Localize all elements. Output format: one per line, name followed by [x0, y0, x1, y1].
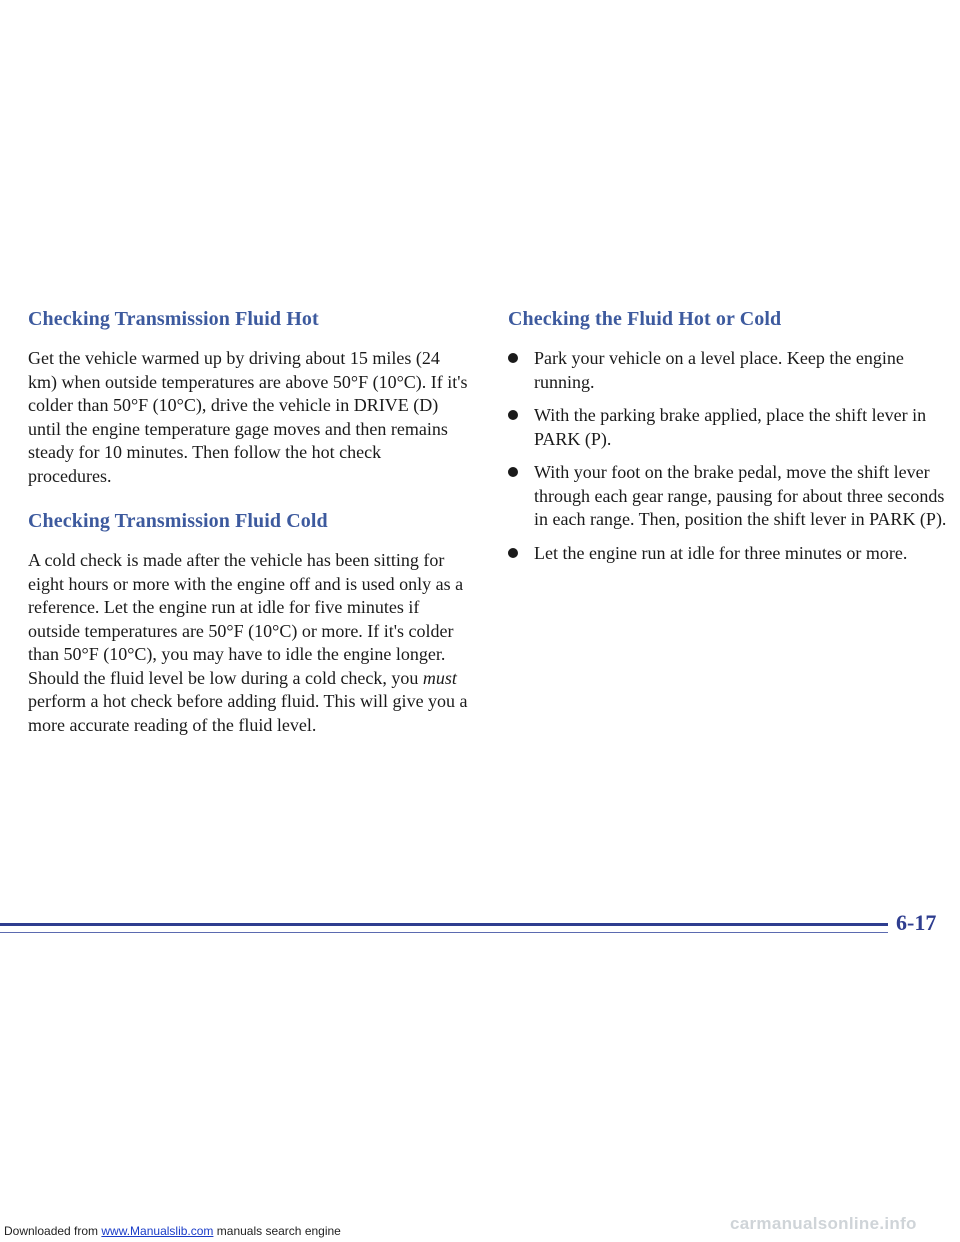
page-number: 6-17: [896, 910, 937, 935]
heading-hot-or-cold: Checking the Fluid Hot or Cold: [508, 308, 782, 330]
list-item: [508, 347, 948, 394]
watermark-text: carmanualsonline.info: [730, 1214, 917, 1233]
list-item-text: With the parking brake applied, place the shift lever in PARK (P).: [534, 405, 927, 449]
download-footer: [4, 1224, 341, 1238]
bullet-icon: [508, 410, 518, 420]
emphasis-must: must: [422, 667, 457, 688]
heading-fluid-cold: Checking Transmission Fluid Cold: [28, 510, 328, 532]
paragraph-fluid-cold: [28, 549, 468, 737]
list-item: [508, 542, 948, 566]
list-item-text: Let the engine run at idle for three minutes or more.: [534, 542, 908, 563]
list-item: [508, 461, 948, 532]
list-item-text: Park your vehicle on a level place. Keep the engine running.: [534, 348, 904, 392]
bullet-icon: [508, 467, 518, 477]
paragraph-fluid-hot: Get the vehicle warmed up by driving about 15 miles (24 km) when outside temperatures are above 50°F (10°C). If it's colder than 50°F (10°C), drive the vehicle in DRIVE (D) until the engine temperature gage moves and then remains steady for 10 minutes. Then follow the hot check procedures.: [28, 348, 468, 486]
paragraph-fluid-cold-part1: A cold check is made after the vehicle has been sitting for eight hours or more with the engine off and is used only as a reference. Let the engine run at idle for five minutes if outside temperatures are 50°F (10°C) or more. If it's colder than 50°F (10°C), you may have to idle the engine longer. Should the fluid level be low during a cold check, you: [28, 550, 464, 688]
bullet-icon: [508, 548, 518, 558]
list-item: [508, 404, 948, 451]
list-item-text: With your foot on the brake pedal, move the shift lever through each gear range, pausing for about three seconds in each range. Then, position the shift lever in PARK (P).: [534, 462, 947, 529]
left-column: [28, 308, 468, 737]
right-column: [508, 308, 948, 575]
paragraph-fluid-cold-part2: perform a hot check before adding fluid. This will give you a more accurate reading of the fluid level.: [28, 691, 468, 735]
procedure-list: [508, 347, 948, 565]
manualslib-link[interactable]: www.Manualslib.com: [101, 1224, 214, 1238]
heading-fluid-hot: Checking Transmission Fluid Hot: [28, 308, 319, 330]
footer-prefix: Downloaded from: [4, 1224, 102, 1238]
page-rule-thick: [0, 923, 888, 926]
page-rule-thin: [0, 932, 888, 933]
footer-suffix: manuals search engine: [213, 1224, 341, 1238]
bullet-icon: [508, 353, 518, 363]
